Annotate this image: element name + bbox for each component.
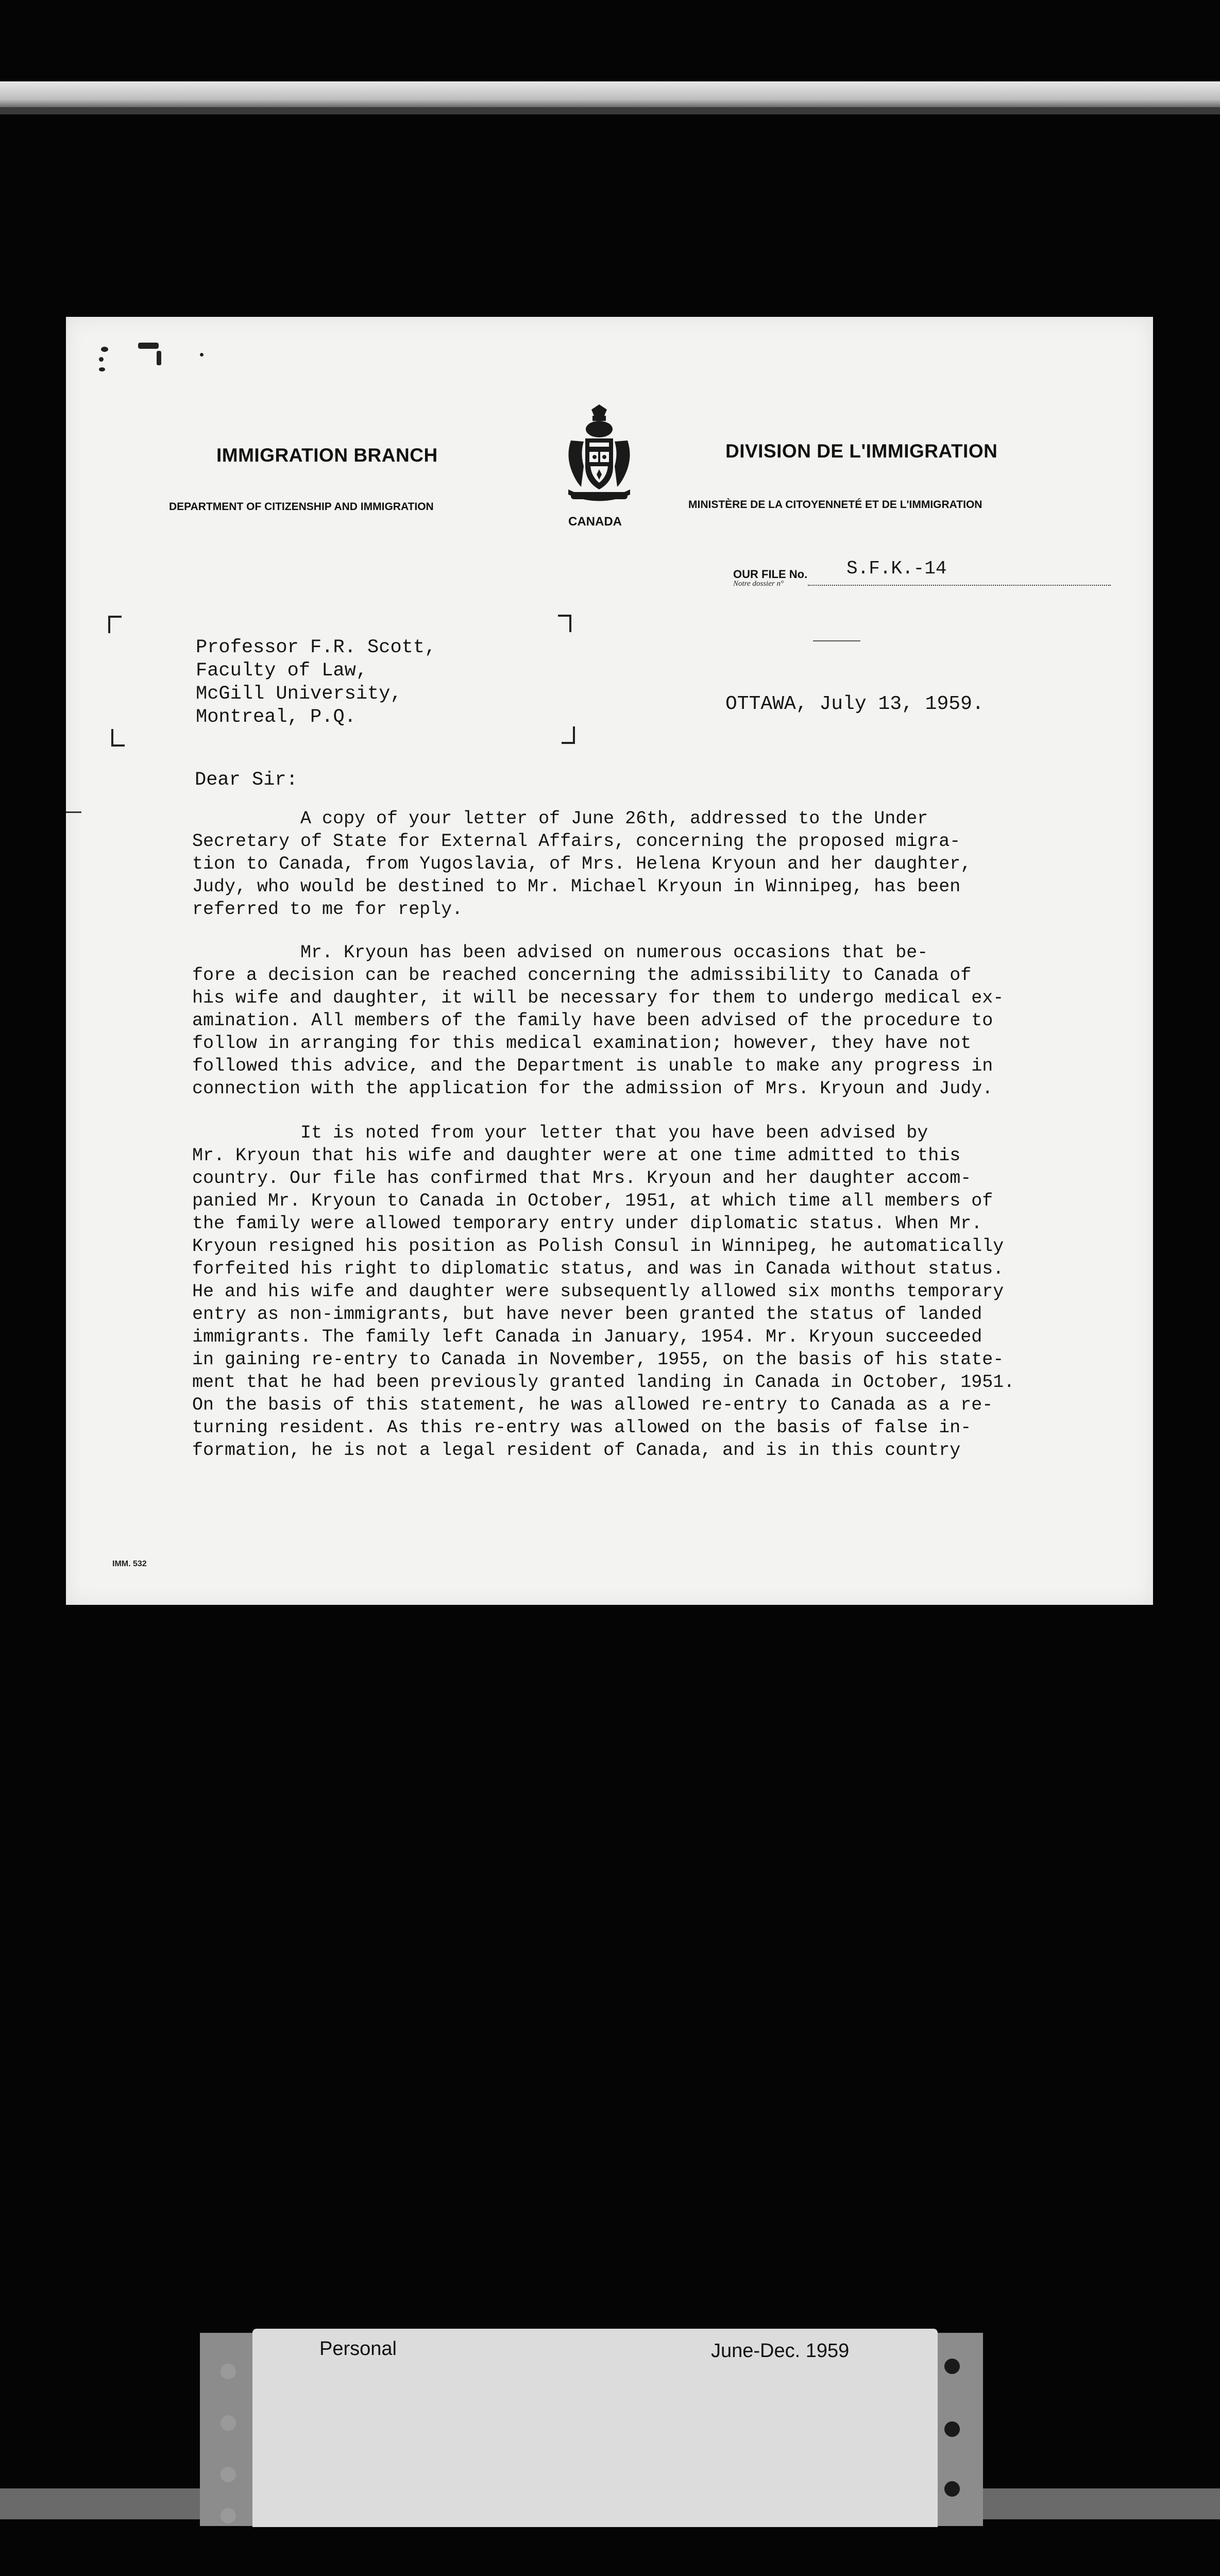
letter-page: [66, 317, 1153, 1605]
file-number-label: OUR FILE No.: [733, 568, 808, 581]
paragraph-line: follow in arranging for this medical examination; however, they have not: [192, 1033, 972, 1054]
paragraph-line: On the basis of this statement, he was allowed re-entry to Canada as a re-: [192, 1395, 993, 1415]
binder-hole: [221, 2467, 236, 2482]
paragraph-line: ment that he had been previously granted landing in Canada in October, 1951.: [192, 1372, 1015, 1393]
tab-label-date-range: June-Dec. 1959: [711, 2340, 850, 2362]
file-number-value: S.F.K.-14: [846, 558, 947, 579]
letterhead-right-title: DIVISION DE L'IMMIGRATION: [725, 440, 998, 462]
paragraph-line: fore a decision can be reached concerning the admissibility to Canada of: [192, 965, 972, 986]
binder-hole: [944, 2359, 960, 2374]
window-bracket-top-left: [108, 616, 122, 633]
paragraph-line: It is noted from your letter that you have been advised by: [192, 1123, 928, 1143]
binder-hole: [221, 2508, 236, 2523]
binder-hole: [221, 2364, 236, 2379]
paragraph-line: Judy, who would be destined to Mr. Michael Kryoun in Winnipeg, has been: [192, 876, 961, 897]
canada-crest-icon: [561, 404, 638, 505]
letter-paragraph: [192, 941, 1004, 1100]
paragraph-line: He and his wife and daughter were subsequently allowed six months temporary: [192, 1281, 1004, 1302]
film-top-strip: [0, 81, 1220, 107]
letterhead-left-title: IMMIGRATION BRANCH: [216, 445, 438, 466]
paragraph-line: formation, he is not a legal resident of Canada, and is in this country: [192, 1440, 961, 1461]
paragraph-line: in gaining re-entry to Canada in November, 1955, on the basis of his state-: [192, 1349, 1004, 1370]
letterhead-left-subtitle: DEPARTMENT OF CITIZENSHIP AND IMMIGRATION: [169, 501, 434, 513]
paragraph-line: entry as non-immigrants, but have never been granted the status of landed: [192, 1304, 982, 1325]
paragraph-line: turning resident. As this re-entry was allowed on the basis of false in-: [192, 1417, 972, 1438]
addressee-line: Faculty of Law,: [196, 660, 368, 682]
window-bracket-bottom-left: [111, 729, 125, 747]
scan-speck: [99, 357, 104, 362]
paragraph-line: panied Mr. Kryoun to Canada in October, 1951, at which time all members of: [192, 1191, 993, 1211]
letter-paragraph: [192, 1122, 1014, 1462]
crest-caption: CANADA: [568, 515, 622, 529]
stray-mark: [813, 640, 860, 641]
scan-speck: [200, 353, 204, 357]
file-number-dotted-line: [808, 585, 1111, 586]
paragraph-line: immigrants. The family left Canada in January, 1954. Mr. Kryoun succeeded: [192, 1327, 982, 1347]
addressee-block: [196, 636, 436, 729]
paragraph-line: Mr. Kryoun that his wife and daughter were at one time admitted to this: [192, 1145, 961, 1166]
paragraph-line: referred to me for reply.: [192, 899, 463, 920]
form-code: IMM. 532: [112, 1560, 147, 1568]
file-number-label-fr: Notre dossier n°: [733, 580, 784, 588]
paragraph-line: connection with the application for the admission of Mrs. Kryoun and Judy.: [192, 1078, 993, 1099]
scan-speck: [101, 347, 108, 352]
date-line: OTTAWA, July 13, 1959.: [725, 693, 984, 715]
paragraph-line: the family were allowed temporary entry under diplomatic status. When Mr.: [192, 1213, 982, 1234]
paragraph-line: amination. All members of the family have been advised of the procedure to: [192, 1010, 993, 1031]
paragraph-line: forfeited his right to diplomatic status, and was in Canada without status.: [192, 1259, 1004, 1279]
scan-speck: [157, 351, 161, 365]
film-top-strip-shadow: [0, 107, 1220, 114]
binder-hole: [944, 2481, 960, 2497]
paragraph-line: Mr. Kryoun has been advised on numerous occasions that be-: [192, 942, 928, 963]
addressee-line: Professor F.R. Scott,: [196, 637, 436, 658]
paragraph-line: Secretary of State for External Affairs, concerning the proposed migra-: [192, 831, 961, 852]
letterhead-right-subtitle: MINISTÈRE DE LA CITOYENNETÉ ET DE L'IMMIGRATION: [688, 499, 982, 511]
paragraph-line: A copy of your letter of June 26th, addressed to the Under: [192, 808, 928, 829]
addressee-line: McGill University,: [196, 683, 402, 705]
letter-paragraph: [192, 807, 971, 921]
paragraph-line: tion to Canada, from Yugoslavia, of Mrs. Helena Kryoun and her daughter,: [192, 854, 972, 874]
window-bracket-top-right: [558, 615, 571, 632]
paragraph-line: his wife and daughter, it will be necessary for them to undergo medical ex-: [192, 988, 1004, 1008]
paragraph-line: Kryoun resigned his position as Polish Consul in Winnipeg, he automatically: [192, 1236, 1004, 1257]
window-bracket-bottom-right: [562, 726, 575, 744]
binder-hole: [221, 2415, 236, 2431]
paragraph-line: followed this advice, and the Department is unable to make any progress in: [192, 1056, 993, 1076]
scan-speck: [138, 343, 159, 349]
tab-label-category: Personal: [319, 2338, 397, 2360]
addressee-line: Montreal, P.Q.: [196, 706, 356, 728]
scan-speck: [99, 367, 105, 371]
salutation: Dear Sir:: [195, 769, 298, 791]
binder-hole: [944, 2421, 960, 2437]
margin-mark: [66, 811, 81, 813]
paragraph-line: country. Our file has confirmed that Mrs. Kryoun and her daughter accom-: [192, 1168, 972, 1189]
file-tab-card: [252, 2329, 938, 2527]
